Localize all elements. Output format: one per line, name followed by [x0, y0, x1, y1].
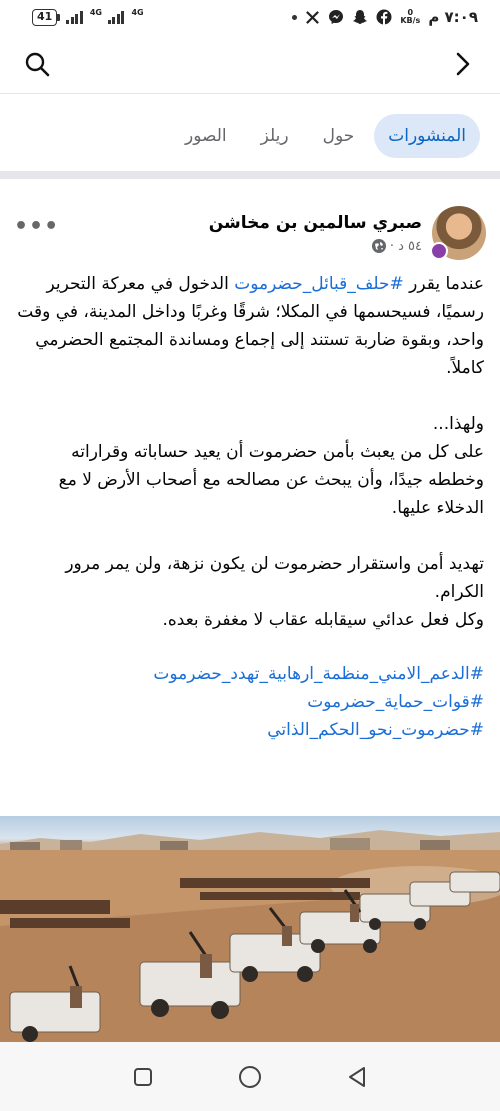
- post-paragraph-3: على كل من يعبث بأمن حضرموت أن يعيد حساباته وقراراته وخططه جيدًا، وأن يبحث عن مصالحه مع أصحاب الأرض لا مع الدخلاء عليها.: [58, 442, 484, 518]
- signal-icon: [66, 10, 83, 24]
- notification-dot-icon: [292, 15, 297, 20]
- network-speed-unit: KB/s: [400, 16, 421, 25]
- avatar-story-badge: [430, 242, 448, 260]
- post-meta: [54, 239, 422, 254]
- forward-button[interactable]: [446, 47, 480, 81]
- back-button[interactable]: [340, 1060, 374, 1094]
- more-options-button[interactable]: •••: [14, 214, 60, 239]
- battery-tip: [57, 14, 60, 21]
- hashtag-link-3[interactable]: #حضرموت_نحو_الحكم_الذاتي: [267, 720, 484, 740]
- triangle-back-icon: [347, 1066, 367, 1088]
- messenger-icon: [328, 9, 344, 25]
- status-right: [292, 8, 478, 26]
- status-bar: [0, 0, 500, 34]
- chevron-right-icon: [453, 51, 473, 77]
- network-label: 4G: [89, 8, 102, 17]
- search-icon: [24, 51, 50, 77]
- hashtag-link[interactable]: #حلف_قبائل_حضرموت: [234, 274, 404, 294]
- circle-icon: [238, 1065, 262, 1089]
- facebook-icon: [376, 9, 392, 25]
- author-name[interactable]: صبري سالمين بن مخاشن: [208, 212, 422, 233]
- home-button[interactable]: [233, 1060, 267, 1094]
- post-header: [14, 200, 486, 266]
- signal-icon-2: [108, 10, 125, 24]
- avatar[interactable]: [432, 206, 486, 260]
- author-block: [54, 213, 422, 254]
- network-label-2: 4G: [131, 8, 144, 17]
- post-text: عندما يقرر: [403, 274, 484, 294]
- clock-time: ٧:٠٩ م: [428, 8, 478, 26]
- tab-reels[interactable]: ريلز: [260, 126, 289, 146]
- post-paragraph-2: ولهذا...: [432, 414, 484, 434]
- post-time[interactable]: ٥٤ د ·: [389, 238, 422, 254]
- paragraph-gap: [16, 634, 484, 660]
- network-speed: [400, 9, 420, 25]
- battery-icon: [32, 9, 60, 26]
- paragraph-gap: [16, 522, 484, 550]
- recents-button[interactable]: [126, 1060, 160, 1094]
- tab-about[interactable]: حول: [322, 126, 355, 146]
- snapchat-icon: [352, 9, 368, 25]
- post-paragraph-5: وكل فعل عدائي سيقابله عقاب لا مغفرة بعده.: [162, 610, 484, 630]
- section-divider: [0, 171, 500, 179]
- profile-tabs: [171, 114, 480, 158]
- search-button[interactable]: [20, 47, 54, 81]
- top-app-bar: [0, 34, 500, 94]
- post-photo[interactable]: [0, 816, 500, 1042]
- x-icon: [305, 10, 320, 25]
- tab-photos[interactable]: الصور: [185, 126, 227, 146]
- paragraph-gap: [16, 382, 484, 410]
- post-paragraph-4: تهديد أمن واستقرار حضرموت لن يكون نزهة، ولن يمر مرور الكرام.: [65, 554, 484, 602]
- tab-posts[interactable]: المنشورات: [374, 114, 480, 158]
- system-nav-bar: [0, 1042, 500, 1111]
- globe-icon: [372, 239, 386, 253]
- square-icon: [133, 1067, 153, 1087]
- post-text: الدخول في معركة التحرير رسميًا، فسيحسمها في المكلا؛ شرقًا وغربًا وداخل المدينة، في وقت واحد، وبقوة ضاربة تستند إلى إجماع ومساندة المجتمع الحضرمي كاملاً.: [17, 274, 484, 378]
- post-body: [16, 270, 484, 744]
- hashtag-link-2[interactable]: #قوات_حماية_حضرموت: [307, 692, 484, 712]
- battery-level: 41: [32, 9, 57, 26]
- post-paragraph-1: [16, 270, 484, 382]
- network-speed-value: 0: [407, 8, 414, 17]
- hashtag-link-1[interactable]: #الدعم_الامني_منظمة_ارهابية_تهدد_حضرموت: [153, 664, 484, 684]
- status-left: [32, 9, 144, 26]
- post-photo-illustration: [0, 816, 500, 1042]
